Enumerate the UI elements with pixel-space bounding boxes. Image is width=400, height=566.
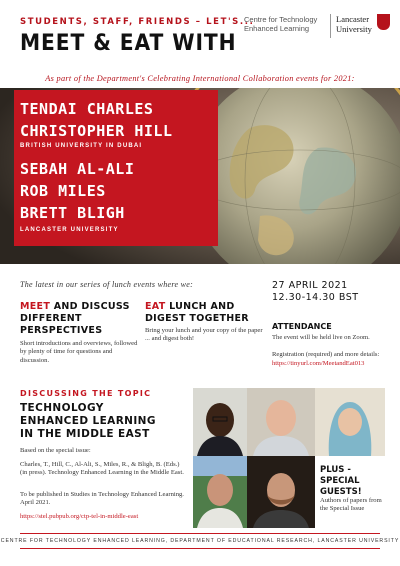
crest-icon: [377, 14, 390, 30]
speaker-name: ROB MILES: [20, 182, 106, 200]
speaker-name: TENDAI CHARLES: [20, 100, 154, 118]
footer-divider: [20, 533, 380, 534]
speaker-name: CHRISTOPHER HILL: [20, 122, 173, 140]
meet-highlight: MEET: [20, 301, 51, 312]
lancaster-logo: [336, 15, 376, 34]
topic-label: DISCUSSING THE TOPIC: [20, 389, 152, 398]
plus-heading: [320, 465, 400, 498]
attendance-body: The event will be held live on Zoom.: [272, 334, 370, 341]
topic-title-line: ENHANCED LEARNING: [20, 415, 156, 427]
plus-body: Authors of papers from the Special Issue: [320, 497, 382, 513]
speaker-photo: [247, 456, 315, 528]
intro-line: As part of the Department's Celebrating International Collaboration events for 2021:: [45, 74, 355, 83]
speaker-photo: [315, 388, 385, 456]
plus-heading-line: PLUS -: [320, 465, 351, 475]
kicker: STUDENTS, STAFF, FRIENDS – LET'S...: [20, 17, 255, 27]
speaker-photo: [247, 388, 315, 456]
topic-title-line: IN THE MIDDLE EAST: [20, 428, 150, 440]
footer: CENTRE FOR TECHNOLOGY ENHANCED LEARNING, DEPARTMENT OF EDUCATIONAL RESEARCH, LANCASTER UNIVERSITY: [0, 538, 400, 544]
header: [0, 0, 400, 70]
speaker-name: SEBAH AL-ALI: [20, 160, 135, 178]
citation: Charles, T., Hill, C., Al-Ali, S., Miles, R., & Bligh, B. (Eds.) (in press). Technology Enhanced Learning in the Middle East.: [20, 461, 184, 477]
speaker-photo: [193, 388, 247, 456]
event-time: 12.30-14.30 BST: [272, 292, 359, 303]
headline: MEET & EAT WITH: [20, 31, 237, 56]
special-issue-link[interactable]: https://stel.pubpub.org/ctp-tel-in-middle-east: [20, 513, 139, 520]
event-date: 27 APRIL 2021: [272, 280, 348, 291]
speaker-affiliation: LANCASTER UNIVERSITY: [20, 227, 119, 233]
hero: [0, 88, 400, 264]
lancaster-logo-text: Lancaster University: [336, 14, 372, 34]
eat-highlight: EAT: [145, 301, 166, 312]
eat-body: Bring your lunch and your copy of the paper ... and digest both!: [145, 327, 263, 343]
speaker-affiliation: BRITISH UNIVERSITY IN DUBAI: [20, 143, 143, 149]
topic-title-line: TECHNOLOGY: [20, 402, 104, 414]
logo-divider: [330, 14, 331, 38]
publication-note: To be published in Studies in Technology Enhanced Learning. April 2021.: [20, 491, 184, 507]
eat-heading: [145, 301, 257, 325]
eat-heading-rest: LUNCH AND DIGEST TOGETHER: [145, 301, 249, 324]
topic-title: [20, 402, 156, 441]
plus-heading-line: SPECIAL GUESTS!: [320, 476, 362, 497]
series-intro: The latest in our series of lunch events where we:: [20, 280, 194, 289]
meet-heading: [20, 301, 132, 337]
footer-divider: [20, 548, 380, 549]
attendance-heading: ATTENDANCE: [272, 322, 332, 331]
meet-body: Short introductions and overviews, followed by plenty of time for questions and discussion.: [20, 340, 138, 364]
based-on: Based on the special issue:: [20, 447, 91, 454]
registration-text: Registration (required) and more details:: [272, 351, 380, 358]
event-datetime: [272, 280, 359, 304]
speaker-photo: [193, 456, 247, 528]
ctel-logo: Centre for Technology Enhanced Learning: [244, 15, 318, 33]
speaker-name: BRETT BLIGH: [20, 204, 125, 222]
meet-heading-rest: AND DISCUSS DIFFERENT PERSPECTIVES: [20, 301, 130, 336]
registration-link[interactable]: https://tinyurl.com/MeetandEat013: [272, 360, 365, 367]
